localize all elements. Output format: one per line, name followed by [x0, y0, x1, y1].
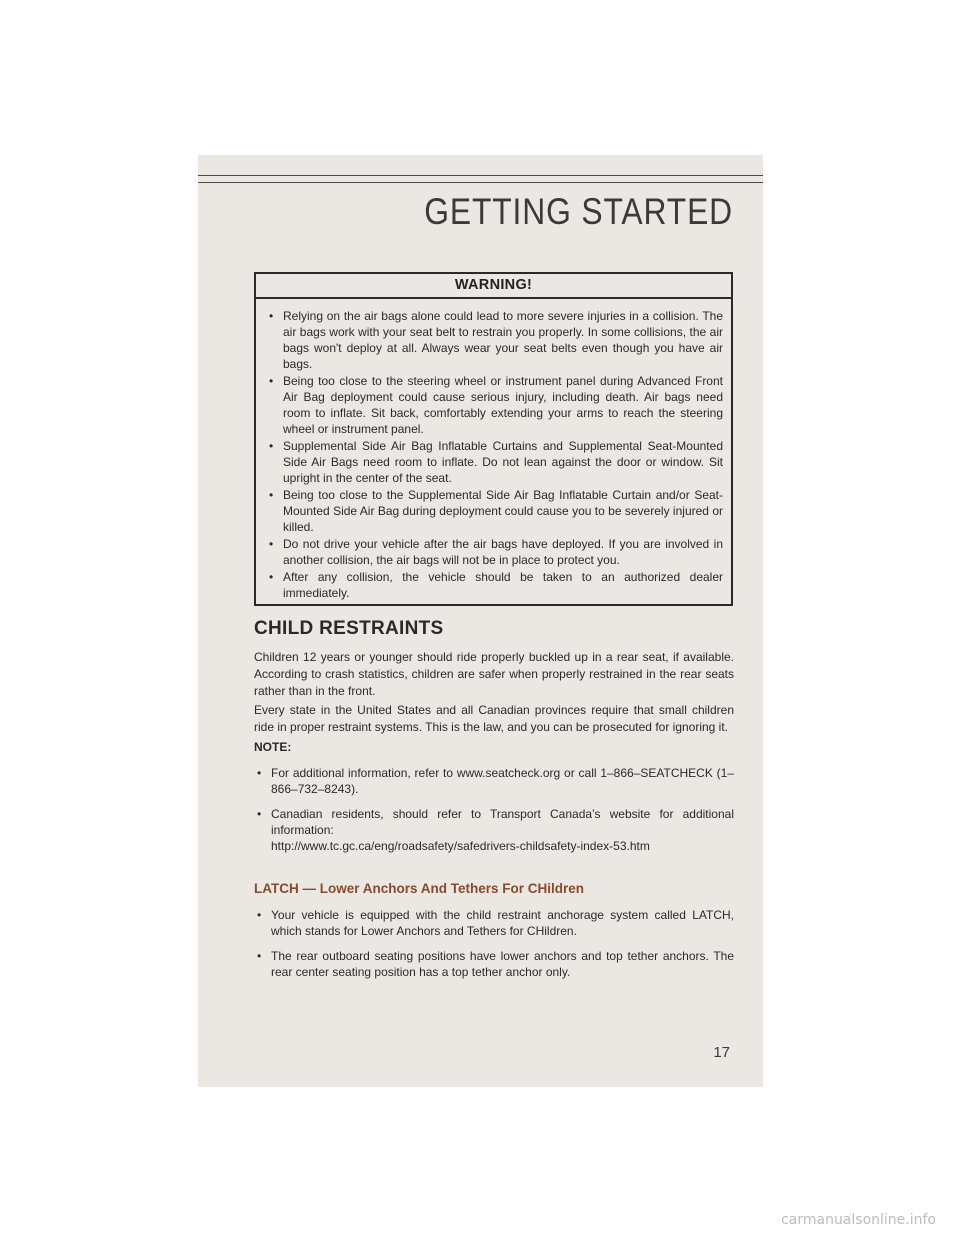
- header-rule-bottom: [198, 182, 763, 183]
- warning-item: • Relying on the air bags alone could lead to more severe injuries in a collision. The air bags work with your seat belt to restrain you properly. In some collisions, the air bags won't deploy at all. Always wear your seat belts even though you have air bags.: [266, 308, 723, 372]
- warning-item: • After any collision, the vehicle should be taken to an authorized dealer immediately.: [266, 569, 723, 601]
- note-item: • For additional information, refer to www.seatcheck.org or call 1–866–SEATCHECK (1–866–732–8243).: [254, 765, 734, 797]
- warning-item: • Being too close to the steering wheel or instrument panel during Advanced Front Air Bag deployment could cause serious injury, including death. Air bags need room to inflate. Sit back, comfortably extending your arms to reach the steering wheel or instrument panel.: [266, 373, 723, 437]
- warning-box: [254, 272, 733, 606]
- header-rule-top: [198, 175, 763, 176]
- section-title: GETTING STARTED: [424, 191, 733, 232]
- latch-item: • Your vehicle is equipped with the child restraint anchorage system called LATCH, which stands for Lower Anchors and Tethers for CHildren.: [254, 907, 734, 939]
- warning-item: • Supplemental Side Air Bag Inflatable Curtains and Supplemental Seat-Mounted Side Air Bags need room to inflate. Do not lean against the door or window. Sit upright in the center of the seat.: [266, 438, 723, 486]
- transport-canada-link[interactable]: http://www.tc.gc.ca/eng/roadsafety/safedrivers-childsafety-index-53.htm: [271, 839, 650, 853]
- note-item: [254, 806, 734, 854]
- warning-item: • Being too close to the Supplemental Side Air Bag Inflatable Curtain and/or Seat-Mounted Side Air Bag during deployment could cause you to be severely injured or killed.: [266, 487, 723, 535]
- note-list: [254, 765, 734, 863]
- warning-item: • Do not drive your vehicle after the air bags have deployed. If you are involved in another collision, the air bags will not be in place to protect you.: [266, 536, 723, 568]
- manual-page: [198, 155, 763, 1087]
- watermark: carmanualsonline.info: [781, 1212, 936, 1228]
- warning-title: WARNING!: [256, 274, 731, 299]
- warning-list: [256, 299, 731, 601]
- page-number: 17: [713, 1044, 730, 1061]
- latch-heading: LATCH — Lower Anchors And Tethers For CHildren: [254, 881, 585, 896]
- law-paragraph: Every state in the United States and all Canadian provinces require that small children ride in proper restraint systems. This is the law, and you can be prosecuted for ignoring it.: [254, 703, 734, 734]
- latch-list: [254, 907, 734, 989]
- intro-paragraph: Children 12 years or younger should ride properly buckled up in a rear seat, if available. According to crash statistics, children are safer when properly restrained in the rear seats rather than in the front.: [254, 650, 734, 698]
- note-item-text: Canadian residents, should refer to Transport Canada’s website for additional information:: [271, 807, 734, 837]
- latch-item: • The rear outboard seating positions have lower anchors and top tether anchors. The rear center seating position has a top tether anchor only.: [254, 948, 734, 980]
- note-label: NOTE:: [254, 740, 292, 754]
- child-restraints-heading: CHILD RESTRAINTS: [254, 618, 444, 639]
